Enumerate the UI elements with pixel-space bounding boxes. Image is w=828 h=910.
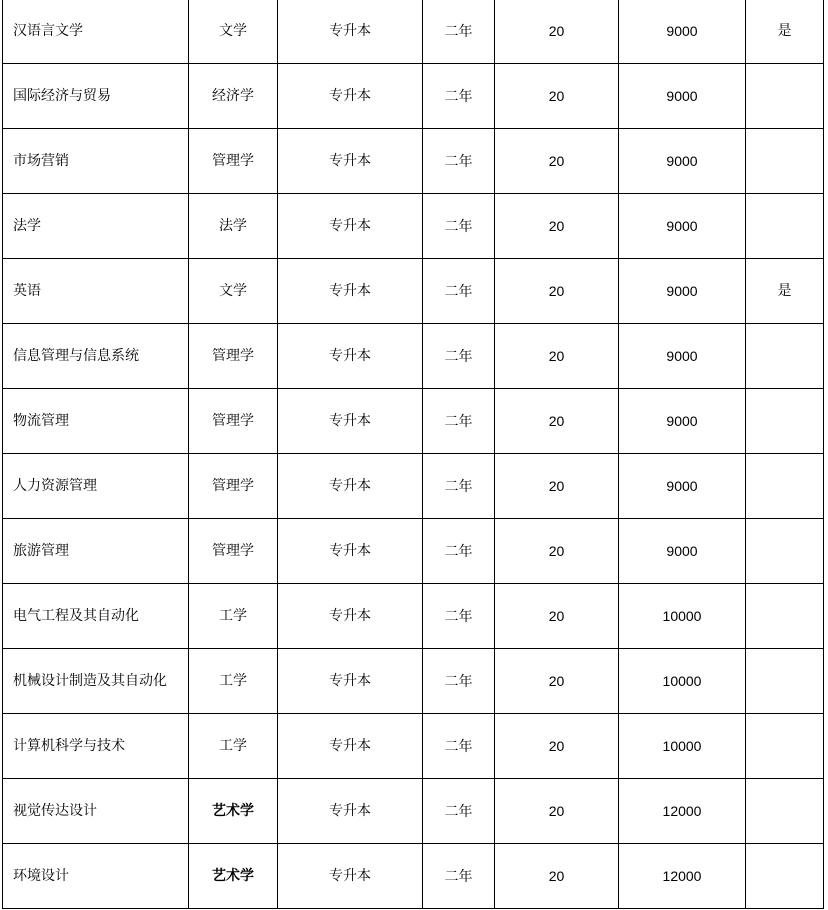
level-cell: 专升本 xyxy=(278,454,423,519)
flag-cell xyxy=(746,389,824,454)
quota-cell: 20 xyxy=(495,324,619,389)
tuition-cell: 12000 xyxy=(619,844,746,909)
discipline-cell: 法学 xyxy=(189,194,278,259)
table-row xyxy=(3,584,824,649)
flag-cell xyxy=(746,649,824,714)
table-row xyxy=(3,779,824,844)
tuition-cell: 9000 xyxy=(619,519,746,584)
quota-cell: 20 xyxy=(495,0,619,64)
duration-cell: 二年 xyxy=(423,194,495,259)
tuition-cell: 10000 xyxy=(619,649,746,714)
flag-cell xyxy=(746,324,824,389)
tuition-cell: 9000 xyxy=(619,64,746,129)
flag-cell: 是 xyxy=(746,259,824,324)
level-cell: 专升本 xyxy=(278,649,423,714)
discipline-cell: 文学 xyxy=(189,259,278,324)
discipline-cell: 管理学 xyxy=(189,389,278,454)
level-cell: 专升本 xyxy=(278,129,423,194)
quota-cell: 20 xyxy=(495,649,619,714)
discipline-cell: 工学 xyxy=(189,649,278,714)
table-row xyxy=(3,389,824,454)
table-row xyxy=(3,519,824,584)
duration-cell: 二年 xyxy=(423,519,495,584)
discipline-cell: 管理学 xyxy=(189,454,278,519)
discipline-cell: 管理学 xyxy=(189,129,278,194)
discipline-cell: 工学 xyxy=(189,584,278,649)
major-cell: 汉语言文学 xyxy=(3,0,189,64)
duration-cell: 二年 xyxy=(423,0,495,64)
discipline-cell: 艺术学 xyxy=(189,844,278,909)
programs-table xyxy=(2,0,824,909)
discipline-cell: 管理学 xyxy=(189,324,278,389)
table-row xyxy=(3,714,824,779)
quota-cell: 20 xyxy=(495,584,619,649)
duration-cell: 二年 xyxy=(423,259,495,324)
flag-cell xyxy=(746,64,824,129)
quota-cell: 20 xyxy=(495,389,619,454)
major-cell: 机械设计制造及其自动化 xyxy=(3,649,189,714)
level-cell: 专升本 xyxy=(278,779,423,844)
tuition-cell: 9000 xyxy=(619,129,746,194)
tuition-cell: 12000 xyxy=(619,779,746,844)
major-cell: 旅游管理 xyxy=(3,519,189,584)
flag-cell xyxy=(746,519,824,584)
level-cell: 专升本 xyxy=(278,584,423,649)
major-cell: 人力资源管理 xyxy=(3,454,189,519)
flag-cell xyxy=(746,844,824,909)
level-cell: 专升本 xyxy=(278,714,423,779)
level-cell: 专升本 xyxy=(278,64,423,129)
table-row xyxy=(3,649,824,714)
table-row xyxy=(3,194,824,259)
major-cell: 国际经济与贸易 xyxy=(3,64,189,129)
flag-cell xyxy=(746,129,824,194)
tuition-cell: 9000 xyxy=(619,194,746,259)
quota-cell: 20 xyxy=(495,194,619,259)
quota-cell: 20 xyxy=(495,259,619,324)
major-cell: 电气工程及其自动化 xyxy=(3,584,189,649)
flag-cell xyxy=(746,779,824,844)
table-row xyxy=(3,454,824,519)
level-cell: 专升本 xyxy=(278,324,423,389)
quota-cell: 20 xyxy=(495,844,619,909)
table-row xyxy=(3,844,824,909)
table-row xyxy=(3,129,824,194)
tuition-cell: 9000 xyxy=(619,0,746,64)
duration-cell: 二年 xyxy=(423,844,495,909)
tuition-cell: 9000 xyxy=(619,259,746,324)
major-cell: 计算机科学与技术 xyxy=(3,714,189,779)
tuition-cell: 9000 xyxy=(619,389,746,454)
table-body xyxy=(3,0,824,909)
discipline-cell: 文学 xyxy=(189,0,278,64)
quota-cell: 20 xyxy=(495,779,619,844)
major-cell: 环境设计 xyxy=(3,844,189,909)
quota-cell: 20 xyxy=(495,519,619,584)
flag-cell xyxy=(746,454,824,519)
table-row xyxy=(3,259,824,324)
major-cell: 英语 xyxy=(3,259,189,324)
duration-cell: 二年 xyxy=(423,584,495,649)
flag-cell: 是 xyxy=(746,0,824,64)
tuition-cell: 10000 xyxy=(619,714,746,779)
duration-cell: 二年 xyxy=(423,324,495,389)
duration-cell: 二年 xyxy=(423,714,495,779)
level-cell: 专升本 xyxy=(278,389,423,454)
quota-cell: 20 xyxy=(495,64,619,129)
level-cell: 专升本 xyxy=(278,0,423,64)
flag-cell xyxy=(746,194,824,259)
level-cell: 专升本 xyxy=(278,259,423,324)
flag-cell xyxy=(746,584,824,649)
level-cell: 专升本 xyxy=(278,194,423,259)
quota-cell: 20 xyxy=(495,714,619,779)
table-row xyxy=(3,0,824,64)
discipline-cell: 艺术学 xyxy=(189,779,278,844)
duration-cell: 二年 xyxy=(423,64,495,129)
major-cell: 法学 xyxy=(3,194,189,259)
quota-cell: 20 xyxy=(495,129,619,194)
major-cell: 市场营销 xyxy=(3,129,189,194)
tuition-cell: 10000 xyxy=(619,584,746,649)
discipline-cell: 管理学 xyxy=(189,519,278,584)
level-cell: 专升本 xyxy=(278,844,423,909)
tuition-cell: 9000 xyxy=(619,454,746,519)
duration-cell: 二年 xyxy=(423,779,495,844)
level-cell: 专升本 xyxy=(278,519,423,584)
duration-cell: 二年 xyxy=(423,389,495,454)
discipline-cell: 经济学 xyxy=(189,64,278,129)
duration-cell: 二年 xyxy=(423,649,495,714)
major-cell: 视觉传达设计 xyxy=(3,779,189,844)
discipline-cell: 工学 xyxy=(189,714,278,779)
flag-cell xyxy=(746,714,824,779)
quota-cell: 20 xyxy=(495,454,619,519)
major-cell: 物流管理 xyxy=(3,389,189,454)
table-row xyxy=(3,64,824,129)
tuition-cell: 9000 xyxy=(619,324,746,389)
duration-cell: 二年 xyxy=(423,454,495,519)
duration-cell: 二年 xyxy=(423,129,495,194)
major-cell: 信息管理与信息系统 xyxy=(3,324,189,389)
table-row xyxy=(3,324,824,389)
